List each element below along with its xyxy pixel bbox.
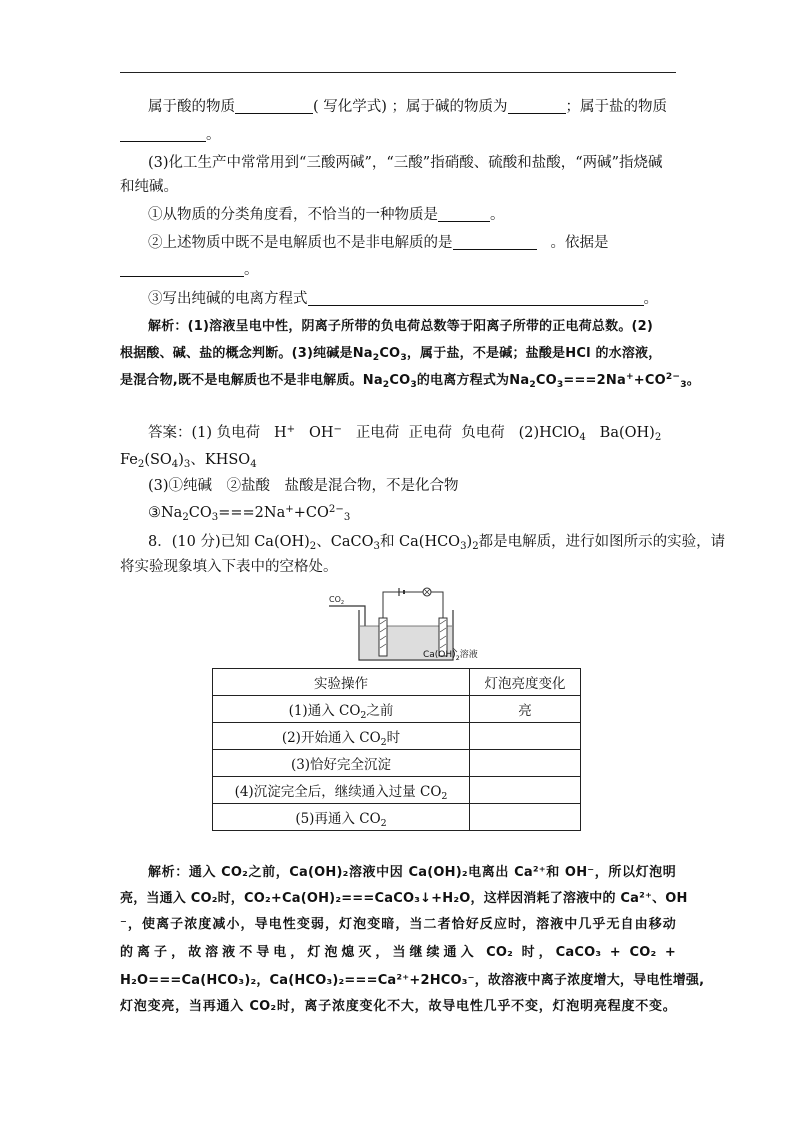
q7-p3-intro-2: 和纯碱。 xyxy=(120,179,178,195)
blank-neither[interactable] xyxy=(453,234,537,250)
blank-basis[interactable] xyxy=(120,261,244,277)
solution-label: $Ca(OH)_2$溶液 xyxy=(423,650,478,662)
blank-improper[interactable] xyxy=(438,206,490,222)
table-row: (2)开始通入 $CO_2$时 xyxy=(213,723,581,750)
brightness-cell[interactable] xyxy=(470,804,581,831)
q7-answer-3: (3)①纯碱 ②盐酸 盐酸是混合物，不是化合物 xyxy=(148,478,459,494)
q7-solution-2: 根据酸、碱、盐的概念判断。(3)纯碱是$Na_2CO_3$，属于盐，不是碱；盐酸是HCl 的水溶液， xyxy=(120,346,662,363)
table-header xyxy=(213,669,581,696)
q8-solution-3: ⁻，使离子浓度减小，导电性变弱，灯泡变暗，当二者恰好反应时，溶液中几乎无自由移动 xyxy=(120,917,676,932)
q7-answer-4: $③Na_2CO_3===2Na^++CO^{2-}_3$ xyxy=(148,504,351,523)
header-brightness: 灯泡亮度变化 xyxy=(470,669,581,696)
q7-q3-2-cont: 。 xyxy=(120,259,676,281)
q8-solution-1: 解析：通入 CO₂之前，Ca(OH)₂溶液中因 Ca(OH)₂电离出 Ca²⁺和 OH⁻，所以灯泡明 xyxy=(148,865,676,880)
q7-p3-intro-1: (3)化工生产中常常用到“三酸两碱”，“三酸”指硝酸、硫酸和盐酸，“两碱”指烧碱 xyxy=(148,155,663,171)
q7-q3-3: ③写出纯碱的电离方程式 。 xyxy=(148,291,658,307)
q8-solution-2: 亮，当通入 CO₂时，CO₂+Ca(OH)₂===CaCO₃↓+H₂O，这样因消耗了溶液中的 Ca²⁺、OH xyxy=(120,891,688,906)
blank-base[interactable] xyxy=(508,98,566,114)
table-row: (5)再通入 $CO_2$ xyxy=(213,804,581,831)
table-row: (4)沉淀完全后，继续通入过量 $CO_2$ xyxy=(213,777,581,804)
blank-salt[interactable] xyxy=(120,126,206,142)
gas-inlet-tube xyxy=(329,606,365,654)
q8-stem-2: 将实验现象填入下表中的空格处。 xyxy=(120,559,338,575)
table-row: (3)恰好完全沉淀 xyxy=(213,750,581,777)
brightness-cell: 亮 xyxy=(470,696,581,723)
table-row: (1)通入 $CO_2$之前 亮 xyxy=(213,696,581,723)
q8-solution-6: 灯泡变亮，当再通入 CO₂时，离子浓度变化不大，故导电性几乎不变，灯泡明亮程度不变。 xyxy=(120,999,676,1014)
q7-solution-3: 是混合物,既不是电解质也不是非电解质。$Na_2CO_3$的电离方程式为$Na_2CO_3===2Na^++CO^{2-}_3$。 xyxy=(120,372,700,390)
q8-solution-4: 的离子，故溶液不导电，灯泡熄灭，当继续通入 CO₂ 时，CaCO₃ + CO₂ + xyxy=(120,945,676,960)
q7-answer-1: 答案：(1) 负电荷 H+ OH− 正电荷 正电荷 负电荷 (2)HClO$_4$ $Ba(OH)_2$ xyxy=(148,424,662,443)
brightness-cell[interactable] xyxy=(470,723,581,750)
blank-acid[interactable] xyxy=(235,98,313,114)
q7-line-1: 属于酸的物质 ( 写化学式) ；属于碱的物质为 ；属于盐的物质 xyxy=(148,99,668,115)
q7-answer-2: $Fe_2(SO_4)_3$、$KHSO_4$ xyxy=(120,452,257,470)
q7-solution-1: 解析：(1)溶液呈电中性，阴离子所带的负电荷总数等于阳离子所带的正电荷总数。(2) xyxy=(148,319,654,334)
observation-table xyxy=(212,668,581,831)
header-rule xyxy=(120,72,676,73)
q7-q3-1: ①从物质的分类角度看，不恰当的一种物质是 。 xyxy=(148,207,505,223)
blank-ionization[interactable] xyxy=(308,290,644,306)
q7-line-2: 。 xyxy=(120,124,676,146)
q8-stem-1: 8．(10 分)已知 $Ca(OH)_2$、CaCO$_3$和 $Ca(HCO_3)_2$都是电解质，进行如图所示的实验，请 xyxy=(148,534,726,552)
q7-q3-2: ②上述物质中既不是电解质也不是非电解质的是 。依据是 xyxy=(148,235,609,251)
co2-label: $CO_2$ xyxy=(329,595,345,606)
brightness-cell[interactable] xyxy=(470,777,581,804)
header-operation: 实验操作 xyxy=(213,669,470,696)
q8-solution-5: H₂O===Ca(HCO₃)₂，Ca(HCO₃)₂===Ca²⁺+2HCO₃⁻，故溶液中离子浓度增大，导电性增强, xyxy=(120,973,705,988)
brightness-cell[interactable] xyxy=(470,750,581,777)
